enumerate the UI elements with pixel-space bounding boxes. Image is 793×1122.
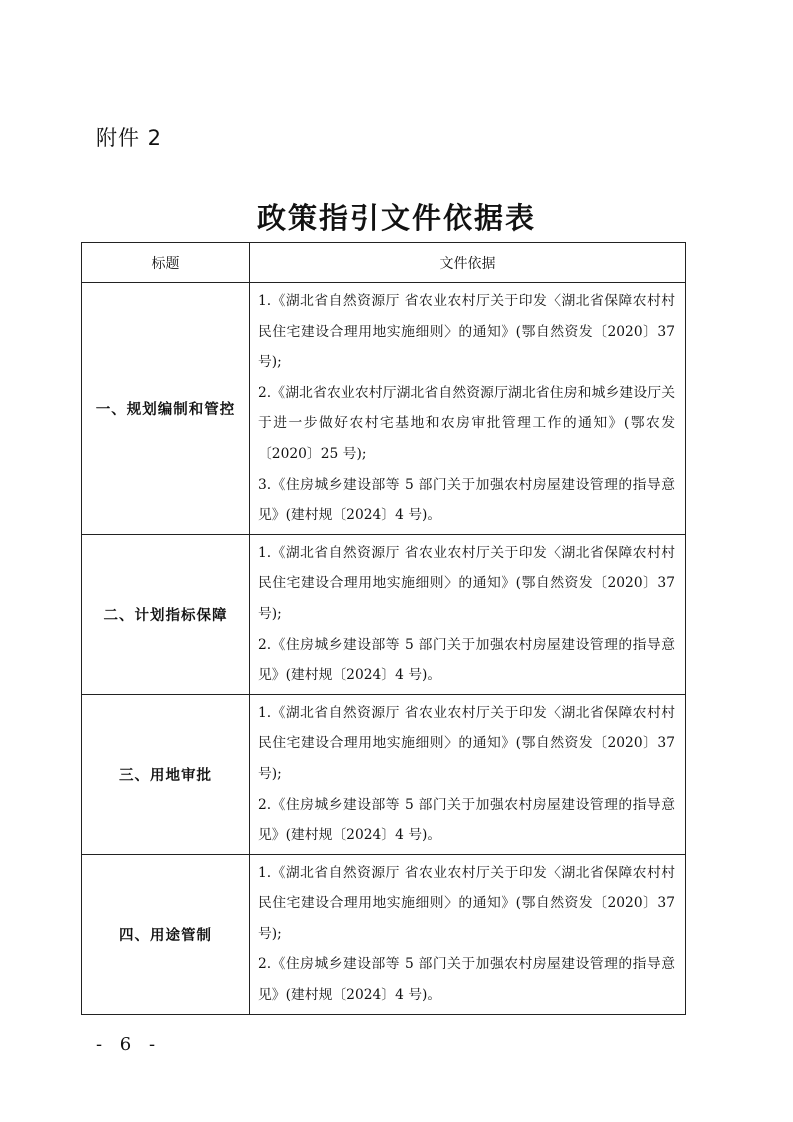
row-topic: 二、计划指标保障	[82, 534, 250, 694]
table-row	[82, 283, 686, 535]
table-row	[82, 694, 686, 854]
row-basis	[250, 283, 686, 535]
row-basis	[250, 534, 686, 694]
header-basis: 文件依据	[250, 243, 686, 283]
basis-item: 2.《湖北省农业农村厅湖北省自然资源厅湖北省住房和城乡建设厅关于进一步做好农村宅基地和农房审批管理工作的通知》(鄂农发〔2020〕25 号);	[258, 384, 675, 462]
table-row	[82, 534, 686, 694]
table-header-row	[82, 243, 686, 283]
document-title: 政策指引文件依据表	[256, 201, 536, 235]
row-topic: 四、用途管制	[82, 854, 250, 1014]
basis-item: 2.《住房城乡建设部等 5 部门关于加强农村房屋建设管理的指导意见》(建村规〔2024〕4 号)。	[258, 796, 675, 844]
page-number: - 6 -	[96, 1034, 162, 1055]
basis-item: 1.《湖北省自然资源厅 省农业农村厅关于印发〈湖北省保障农村村民住宅建设合理用地实施细则〉的通知》(鄂自然资发〔2020〕37 号);	[258, 864, 675, 942]
basis-item: 3.《住房城乡建设部等 5 部门关于加强农村房屋建设管理的指导意见》(建村规〔2024〕4 号)。	[258, 476, 675, 524]
header-title: 标题	[82, 243, 250, 283]
row-basis	[250, 854, 686, 1014]
row-basis	[250, 694, 686, 854]
table-row	[82, 854, 686, 1014]
basis-item: 1.《湖北省自然资源厅 省农业农村厅关于印发〈湖北省保障农村村民住宅建设合理用地实施细则〉的通知》(鄂自然资发〔2020〕37 号);	[258, 293, 675, 371]
basis-item: 2.《住房城乡建设部等 5 部门关于加强农村房屋建设管理的指导意见》(建村规〔2024〕4 号)。	[258, 636, 675, 684]
row-topic: 一、规划编制和管控	[82, 283, 250, 535]
basis-item: 1.《湖北省自然资源厅 省农业农村厅关于印发〈湖北省保障农村村民住宅建设合理用地实施细则〉的通知》(鄂自然资发〔2020〕37 号);	[258, 704, 675, 782]
row-topic: 三、用地审批	[82, 694, 250, 854]
policy-basis-table	[81, 242, 686, 1015]
basis-item: 2.《住房城乡建设部等 5 部门关于加强农村房屋建设管理的指导意见》(建村规〔2024〕4 号)。	[258, 956, 675, 1004]
attachment-label: 附件 2	[96, 126, 163, 150]
basis-item: 1.《湖北省自然资源厅 省农业农村厅关于印发〈湖北省保障农村村民住宅建设合理用地实施细则〉的通知》(鄂自然资发〔2020〕37 号);	[258, 544, 675, 622]
